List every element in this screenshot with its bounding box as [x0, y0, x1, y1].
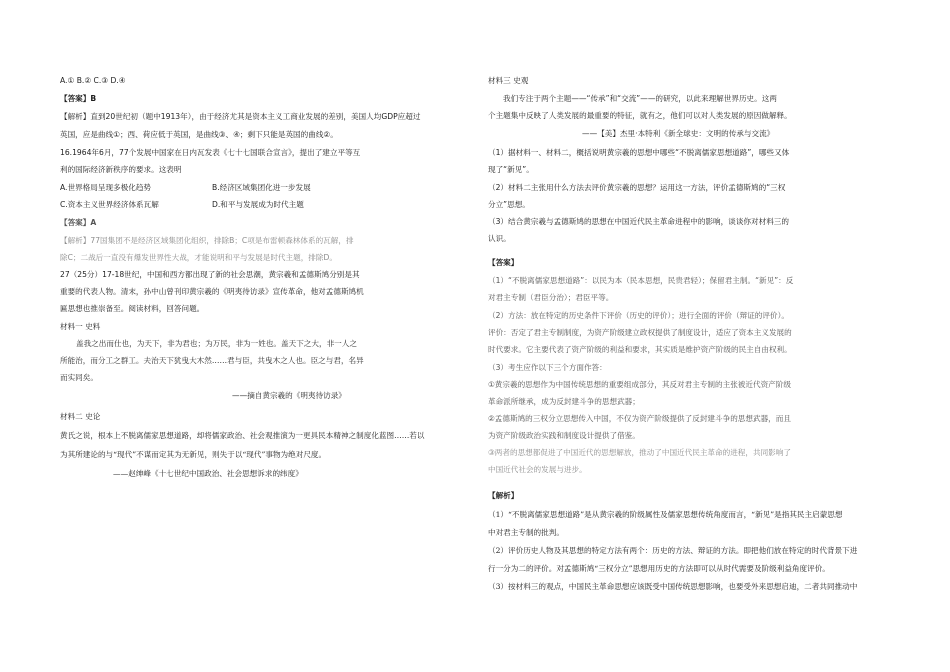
sub-question-1: 现了“新见”。	[488, 165, 534, 174]
answer-1-line: 对君主专制（君臣分治）；君臣平等。	[488, 293, 614, 302]
answer-3-line: （3）考生应作以下三个方面作答：	[488, 363, 607, 372]
answer-heading: 【答案】	[488, 258, 519, 267]
answer-2-line: （2）方法：放在特定的历史条件下评价（历史的评价）；进行全面的评价（辩证的评价）。	[488, 311, 789, 320]
answer-3-line: 中国近代社会的发展与进步。	[488, 465, 587, 474]
material-1-source: ——摘自黄宗羲的《明夷待访录》	[232, 391, 346, 400]
analysis-2-line: （2）评价历史人物及其思想的特定方法有两个：历史的方法、辩证的方法。即把他们放在特定的时代背景下进	[488, 546, 858, 555]
answer-3-line: 革命派所继承，成为反封建斗争的思想武器；	[488, 397, 640, 406]
material-1-line: 所能治，而分工之群工。夫治天下犹曳大木然……君与臣，共曳木之人也。臣之与君，名异	[60, 356, 364, 365]
material-1-title: 材料一 史料	[60, 322, 101, 331]
material-3-line: 个主题集中反映了人类发展的最重要的特征，就有之，他们可以对人类发展的原因做解释。	[488, 111, 792, 120]
sub-question-3: （3）结合黄宗羲与孟德斯鸠的思想在中国近代民主革命进程中的影响，谈谈你对材料三的	[488, 217, 789, 226]
material-1-line: 而实同矣。	[60, 373, 98, 382]
question-16-line: 利的国际经济新秩序的要求。这表明	[60, 165, 182, 174]
analysis-heading: 【解析】	[488, 491, 519, 500]
answer-label-2: 【答案】A	[60, 218, 97, 227]
option-b: B.经济区域集团化进一步发展	[212, 183, 311, 192]
answer-1-line: （1）“不脱离儒家思想道路”：以民为本（民本思想，民贵君轻）；保留君主制。“新见”：反	[488, 276, 794, 285]
analysis-1-line: 中对君主专制的批判。	[488, 528, 564, 537]
analysis-2-line: 除C；二战后一直没有爆发世界性大战，才能说明和平与发展是时代主题，排除D。	[60, 253, 337, 262]
material-3-source: ——【美】杰里·本特利《新全球史：文明的传承与交流》	[582, 129, 775, 138]
sub-question-1: （1）据材料一、材料二，概括说明黄宗羲的思想中哪些“不脱离儒家思想道路”，哪些又体	[488, 148, 790, 157]
question-27-line: 27（25分）17-18世纪，中国和西方都出现了新的社会思潮，黄宗羲和孟德斯鸠分别是其	[60, 270, 360, 279]
question-27-line: 重要的代表人物。清末，孙中山曾刊印黄宗羲的《明夷待访录》宣传革命，他对孟德斯鸠机	[60, 287, 364, 296]
sub-question-2: （2）材料二主张用什么方法去评价黄宗羲的思想？运用这一方法，评价孟德斯鸠的“三权	[488, 183, 786, 192]
answer-3-line: ②孟德斯鸠的三权分立思想传入中国，不仅为资产阶级提供了反封建斗争的思想武器，而且	[488, 414, 791, 423]
material-2-source: ——赵绅峰《十七世纪中国政治、社会思想诉求的纬度》	[113, 469, 303, 478]
sub-question-3: 认识。	[488, 234, 511, 243]
analysis-3-line: （3）按材料三的观点，中国民主革命思想应该既受中国传统思想影响，也要受外来思想启迪，二者共同推动中	[488, 582, 858, 591]
answer-label: 【答案】B	[60, 94, 97, 103]
material-2-line: 为其所建论的与“现代”不谋而定其为无新见，则失于以“现代”事物为绝对尺度。	[60, 450, 327, 459]
answer-2-line: 评价：否定了君主专制制度，为资产阶级建立政权提供了制度设计，适应了资本主义发展的	[488, 328, 792, 337]
option-a: A.世界格局呈现多极化趋势	[60, 183, 152, 192]
option-c: C.资本主义世界经济体系瓦解	[60, 200, 159, 209]
answer-2-line: 时代要求。它主要代表了资产阶级的利益和要求，其实质是维护资产阶级的民主自由权利。	[488, 345, 792, 354]
analysis-2-line: 行一分为二的评价。对孟德斯鸠“三权分立”思想用历史的方法即可以从时代需要及阶级利益角度评价。	[488, 564, 830, 573]
material-3-line: 我们专注于两个主题——“传承”和“交流”——的研究，以此来理解世界历史。这两	[503, 94, 777, 103]
material-1-line: 盖我之出而仕也，为天下，非为君也；为万民，非为一姓也。盖天下之大，非一人之	[76, 339, 357, 348]
option-d: D.和平与发展成为时代主题	[212, 200, 304, 209]
material-2-title: 材料二 史论	[60, 412, 101, 421]
answer-3-line: 为资产阶级政治实践和制度设计提供了借鉴。	[488, 431, 640, 440]
analysis-line: 【解析】直到20世纪初（题中1913年），由于经济尤其是资本主义工商业发展的差别，美国人均GDP应超过	[60, 112, 421, 121]
answer-3-line: ①黄宗羲的思想作为中国传统思想的重要组成部分，其反对君主专制的主张被近代资产阶级	[488, 380, 791, 389]
analysis-line: 英国，应是曲线①；西、荷应低于英国，是曲线③、④；剩下只能是英国的曲线②。	[60, 130, 338, 139]
analysis-1-line: （1）“不脱离儒家思想道路”是从黄宗羲的阶级属性及儒家思想传统角度而言，“新见”是指其民主启蒙思想	[488, 510, 843, 519]
answer-3-line: ③两者的思想都促进了中国近代的思想解放，推动了中国近代民主革命的进程，共同影响了	[488, 448, 791, 457]
options-line: A.① B.② C.③ D.④	[60, 76, 126, 85]
question-27-line: 匾思想也推崇备至。阅读材料，回答问题。	[60, 304, 205, 313]
question-16-line: 16.1964年6月，77个发展中国家在日内瓦发表《七十七国联合宣言》，提出了建立平等互	[60, 148, 361, 157]
analysis-2-line: 【解析】77国集团不是经济区域集团化组织，排除B；C项是布雷顿森林体系的瓦解，排	[60, 236, 354, 245]
material-2-line: 黄氏之说，根本上不脱离儒家思想道路，却将儒家政治、社会观推演为一更具民本精神之制度化蓝图……若以	[60, 431, 425, 440]
material-3-title: 材料三 史观	[488, 76, 529, 85]
sub-question-2: 分立”思想。	[488, 200, 530, 209]
